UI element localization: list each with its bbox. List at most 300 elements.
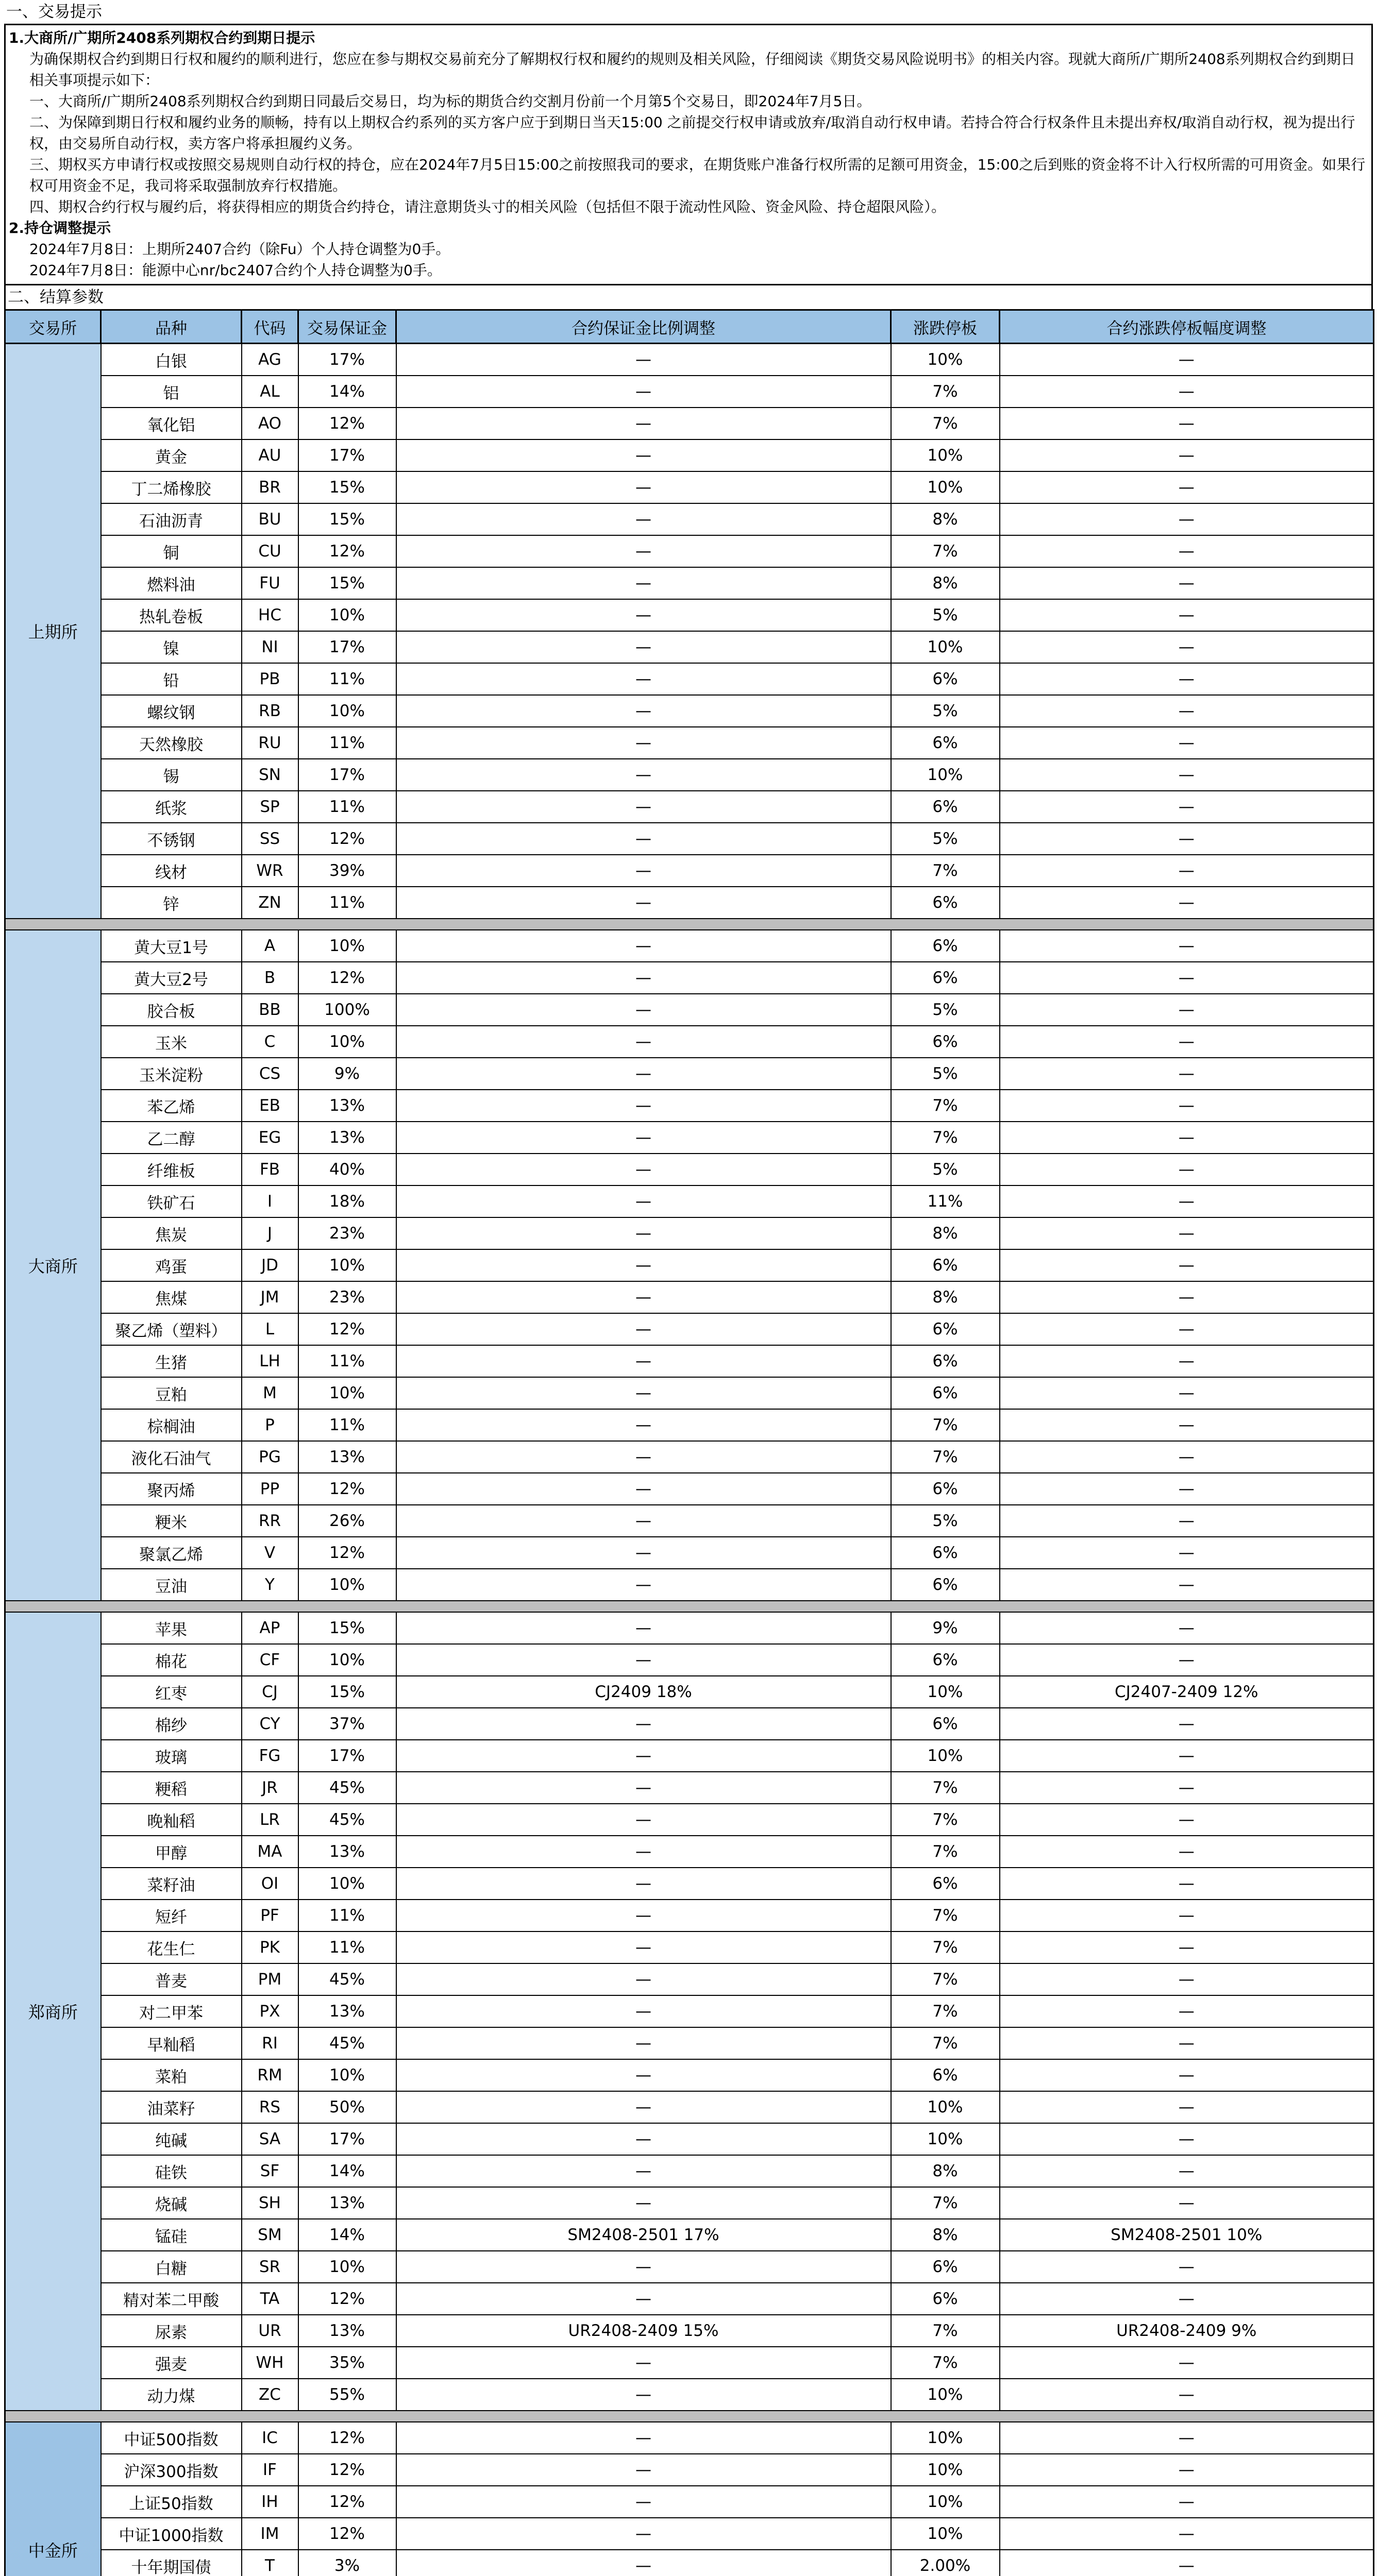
- margin-cell: 23%: [298, 1281, 396, 1313]
- product-cell: 氧化铝: [101, 408, 242, 439]
- table-row: [5, 2422, 1374, 2454]
- code-cell: SM: [242, 2219, 298, 2251]
- product-cell: 纤维板: [101, 1154, 242, 1185]
- margin-adjust-cell: —: [396, 1154, 891, 1185]
- limit-adjust-cell: —: [1000, 2486, 1374, 2518]
- table-row: [5, 2518, 1374, 2550]
- code-cell: LR: [242, 1804, 298, 1836]
- table-row: [5, 2123, 1374, 2155]
- product-cell: 强麦: [101, 2347, 242, 2379]
- limit-cell: 7%: [891, 2027, 1000, 2059]
- limit-adjust-cell: —: [1000, 1122, 1374, 1154]
- margin-adjust-cell: —: [396, 1612, 891, 1644]
- table-row: [5, 1963, 1374, 1995]
- margin-adjust-cell: —: [396, 503, 891, 535]
- limit-adjust-cell: —: [1000, 2454, 1374, 2486]
- code-cell: IM: [242, 2518, 298, 2550]
- limit-adjust-cell: —: [1000, 1612, 1374, 1644]
- limit-cell: 7%: [891, 1836, 1000, 1868]
- limit-cell: 6%: [891, 2059, 1000, 2091]
- margin-cell: 26%: [298, 1505, 396, 1537]
- code-cell: SS: [242, 823, 298, 855]
- group-separator: [5, 919, 1374, 930]
- margin-adjust-cell: —: [396, 1505, 891, 1537]
- limit-adjust-cell: —: [1000, 2091, 1374, 2123]
- product-cell: 十年期国债: [101, 2550, 242, 2576]
- code-cell: ZN: [242, 887, 298, 919]
- code-cell: UR: [242, 2315, 298, 2347]
- margin-cell: 11%: [298, 887, 396, 919]
- margin-cell: 40%: [298, 1154, 396, 1185]
- code-cell: CS: [242, 1058, 298, 1090]
- section-title-trading-tips: 一、交易提示: [6, 3, 102, 21]
- limit-adjust-cell: —: [1000, 344, 1374, 376]
- margin-adjust-cell: —: [396, 535, 891, 567]
- table-row: [5, 994, 1374, 1026]
- code-cell: CY: [242, 1708, 298, 1740]
- product-cell: 黄金: [101, 439, 242, 471]
- limit-cell: 8%: [891, 1281, 1000, 1313]
- margin-adjust-cell: —: [396, 1313, 891, 1345]
- code-cell: RM: [242, 2059, 298, 2091]
- limit-cell: 2.00%: [891, 2550, 1000, 2576]
- margin-cell: 35%: [298, 2347, 396, 2379]
- margin-adjust-cell: —: [396, 663, 891, 695]
- margin-adjust-cell: —: [396, 2486, 891, 2518]
- limit-adjust-cell: —: [1000, 823, 1374, 855]
- table-row: [5, 2187, 1374, 2219]
- product-cell: 沪深300指数: [101, 2454, 242, 2486]
- code-cell: Y: [242, 1569, 298, 1601]
- margin-cell: 14%: [298, 2155, 396, 2187]
- table-row: [5, 408, 1374, 439]
- limit-adjust-cell: —: [1000, 930, 1374, 962]
- margin-adjust-cell: —: [396, 1281, 891, 1313]
- code-cell: LH: [242, 1345, 298, 1377]
- limit-cell: 10%: [891, 2091, 1000, 2123]
- margin-adjust-cell: —: [396, 2550, 891, 2576]
- margin-adjust-cell: —: [396, 1473, 891, 1505]
- margin-cell: 18%: [298, 1185, 396, 1217]
- limit-cell: 5%: [891, 695, 1000, 727]
- code-cell: JD: [242, 1249, 298, 1281]
- limit-adjust-cell: —: [1000, 503, 1374, 535]
- column-header: 代码: [242, 310, 298, 344]
- code-cell: M: [242, 1377, 298, 1409]
- code-cell: C: [242, 1026, 298, 1058]
- table-row: [5, 1708, 1374, 1740]
- code-cell: SH: [242, 2187, 298, 2219]
- group-separator: [5, 1601, 1374, 1612]
- limit-cell: 7%: [891, 535, 1000, 567]
- code-cell: T: [242, 2550, 298, 2576]
- code-cell: RI: [242, 2027, 298, 2059]
- table-row: [5, 2486, 1374, 2518]
- margin-cell: 55%: [298, 2379, 396, 2411]
- table-row: [5, 376, 1374, 408]
- margin-cell: 14%: [298, 376, 396, 408]
- limit-adjust-cell: —: [1000, 791, 1374, 823]
- table-row: [5, 1569, 1374, 1601]
- margin-adjust-cell: —: [396, 855, 891, 887]
- table-row: [5, 503, 1374, 535]
- limit-cell: 6%: [891, 1569, 1000, 1601]
- limit-cell: 11%: [891, 1185, 1000, 1217]
- margin-cell: 12%: [298, 2283, 396, 2315]
- margin-cell: 15%: [298, 503, 396, 535]
- margin-adjust-cell: —: [396, 1804, 891, 1836]
- table-row: [5, 1441, 1374, 1473]
- product-cell: 上证50指数: [101, 2486, 242, 2518]
- limit-adjust-cell: —: [1000, 962, 1374, 994]
- margin-adjust-cell: —: [396, 2123, 891, 2155]
- product-cell: 乙二醇: [101, 1122, 242, 1154]
- settlement-table: [4, 309, 1374, 2576]
- margin-adjust-cell: UR2408-2409 15%: [396, 2315, 891, 2347]
- code-cell: AL: [242, 376, 298, 408]
- code-cell: P: [242, 1409, 298, 1441]
- table-row: [5, 599, 1374, 631]
- margin-adjust-cell: —: [396, 2155, 891, 2187]
- table-row: [5, 1409, 1374, 1441]
- product-cell: 铝: [101, 376, 242, 408]
- margin-adjust-cell: —: [396, 759, 891, 791]
- limit-cell: 6%: [891, 962, 1000, 994]
- margin-adjust-cell: —: [396, 1058, 891, 1090]
- table-row: [5, 1740, 1374, 1772]
- limit-adjust-cell: —: [1000, 2422, 1374, 2454]
- product-cell: 硅铁: [101, 2155, 242, 2187]
- limit-cell: 6%: [891, 930, 1000, 962]
- table-row: [5, 1931, 1374, 1963]
- notice-paragraph: 二、为保障到期日行权和履约业务的顺畅，持有以上期权合约系列的买方客户应于到期日当天15:00 之前提交行权申请或放弃/取消自动行权申请。若持合符合行权条件且未提出弃权/取消自动行权，视为提出行权，由交易所自动行权，卖方客户将承担履约义务。: [29, 114, 1355, 152]
- product-cell: 粳稻: [101, 1772, 242, 1804]
- limit-cell: 8%: [891, 2219, 1000, 2251]
- section-title-settlement: 二、结算参数: [4, 285, 1373, 309]
- margin-adjust-cell: —: [396, 1090, 891, 1122]
- exchange-cell: 中金所: [5, 2422, 101, 2576]
- table-header-row: [5, 310, 1374, 344]
- code-cell: SF: [242, 2155, 298, 2187]
- margin-cell: 15%: [298, 567, 396, 599]
- limit-cell: 10%: [891, 1676, 1000, 1708]
- margin-cell: 13%: [298, 1836, 396, 1868]
- margin-cell: 10%: [298, 1868, 396, 1900]
- limit-adjust-cell: —: [1000, 2059, 1374, 2091]
- table-row: [5, 535, 1374, 567]
- margin-cell: 11%: [298, 1345, 396, 1377]
- table-row: [5, 1836, 1374, 1868]
- margin-cell: 10%: [298, 695, 396, 727]
- limit-adjust-cell: —: [1000, 1473, 1374, 1505]
- product-cell: 镍: [101, 631, 242, 663]
- limit-cell: 7%: [891, 408, 1000, 439]
- margin-cell: 13%: [298, 1995, 396, 2027]
- limit-adjust-cell: —: [1000, 1995, 1374, 2027]
- product-cell: 苯乙烯: [101, 1090, 242, 1122]
- limit-cell: 5%: [891, 599, 1000, 631]
- limit-adjust-cell: —: [1000, 727, 1374, 759]
- margin-adjust-cell: —: [396, 1441, 891, 1473]
- column-header: 品种: [101, 310, 242, 344]
- limit-cell: 8%: [891, 1217, 1000, 1249]
- margin-adjust-cell: —: [396, 2454, 891, 2486]
- limit-cell: 6%: [891, 2283, 1000, 2315]
- limit-cell: 8%: [891, 503, 1000, 535]
- margin-cell: 45%: [298, 1963, 396, 1995]
- limit-adjust-cell: UR2408-2409 9%: [1000, 2315, 1374, 2347]
- limit-adjust-cell: —: [1000, 1345, 1374, 1377]
- table-row: [5, 1772, 1374, 1804]
- limit-adjust-cell: —: [1000, 695, 1374, 727]
- table-row: [5, 2059, 1374, 2091]
- table-row: [5, 887, 1374, 919]
- limit-cell: 6%: [891, 887, 1000, 919]
- limit-adjust-cell: —: [1000, 567, 1374, 599]
- margin-cell: 17%: [298, 439, 396, 471]
- notice-paragraph: 四、期权合约行权与履约后，将获得相应的期货合约持仓，请注意期货头寸的相关风险（包括但不限于流动性风险、资金风险、持仓超限风险）。: [29, 198, 946, 215]
- table-row: [5, 1900, 1374, 1931]
- table-row: [5, 695, 1374, 727]
- table-row: [5, 1995, 1374, 2027]
- code-cell: I: [242, 1185, 298, 1217]
- limit-cell: 6%: [891, 663, 1000, 695]
- table-row: [5, 663, 1374, 695]
- product-cell: 烧碱: [101, 2187, 242, 2219]
- code-cell: PF: [242, 1900, 298, 1931]
- margin-cell: 12%: [298, 1473, 396, 1505]
- margin-adjust-cell: —: [396, 1900, 891, 1931]
- product-cell: 不锈钢: [101, 823, 242, 855]
- code-cell: AG: [242, 344, 298, 376]
- table-body: [5, 344, 1374, 2576]
- limit-cell: 7%: [891, 1409, 1000, 1441]
- notice-paragraph: 2024年7月8日：能源中心nr/bc2407合约个人持仓调整为0手。: [29, 262, 442, 279]
- margin-adjust-cell: —: [396, 2251, 891, 2283]
- margin-cell: 12%: [298, 2486, 396, 2518]
- code-cell: IC: [242, 2422, 298, 2454]
- code-cell: FU: [242, 567, 298, 599]
- product-cell: 铁矿石: [101, 1185, 242, 1217]
- margin-cell: 12%: [298, 1313, 396, 1345]
- product-cell: 液化石油气: [101, 1441, 242, 1473]
- table-row: [5, 1345, 1374, 1377]
- code-cell: EG: [242, 1122, 298, 1154]
- product-cell: 锡: [101, 759, 242, 791]
- product-cell: 苹果: [101, 1612, 242, 1644]
- margin-adjust-cell: —: [396, 1026, 891, 1058]
- margin-adjust-cell: —: [396, 1122, 891, 1154]
- code-cell: FG: [242, 1740, 298, 1772]
- margin-cell: 14%: [298, 2219, 396, 2251]
- margin-adjust-cell: —: [396, 1995, 891, 2027]
- limit-cell: 7%: [891, 1900, 1000, 1931]
- limit-adjust-cell: —: [1000, 1644, 1374, 1676]
- limit-cell: 10%: [891, 759, 1000, 791]
- limit-cell: 6%: [891, 1026, 1000, 1058]
- notice-paragraph: 一、大商所/广期所2408系列期权合约到期日同最后交易日，均为标的期货合约交割月份前一个月第5个交易日，即2024年7月5日。: [29, 93, 871, 110]
- product-cell: 铅: [101, 663, 242, 695]
- product-cell: 红枣: [101, 1676, 242, 1708]
- limit-adjust-cell: —: [1000, 1154, 1374, 1185]
- margin-cell: 9%: [298, 1058, 396, 1090]
- notice-paragraph: 为确保期权合约到期日行权和履约的顺利进行，您应在参与期权交易前充分了解期权行权和履约的规则及相关风险，仔细阅读《期货交易风险说明书》的相关内容。现就大商所/广期所2408系列期权合约到期日相关事项提示如下：: [29, 50, 1355, 89]
- product-cell: 油菜籽: [101, 2091, 242, 2123]
- limit-cell: 10%: [891, 2486, 1000, 2518]
- margin-cell: 11%: [298, 791, 396, 823]
- margin-cell: 12%: [298, 2422, 396, 2454]
- limit-adjust-cell: —: [1000, 1217, 1374, 1249]
- margin-cell: 10%: [298, 1644, 396, 1676]
- limit-adjust-cell: —: [1000, 2251, 1374, 2283]
- limit-cell: 5%: [891, 994, 1000, 1026]
- margin-cell: 10%: [298, 1377, 396, 1409]
- code-cell: AU: [242, 439, 298, 471]
- margin-adjust-cell: —: [396, 2283, 891, 2315]
- product-cell: 菜粕: [101, 2059, 242, 2091]
- product-cell: 纸浆: [101, 791, 242, 823]
- limit-adjust-cell: —: [1000, 1868, 1374, 1900]
- margin-cell: 10%: [298, 930, 396, 962]
- code-cell: PG: [242, 1441, 298, 1473]
- margin-adjust-cell: —: [396, 1409, 891, 1441]
- code-cell: AO: [242, 408, 298, 439]
- product-cell: 玉米: [101, 1026, 242, 1058]
- margin-adjust-cell: —: [396, 471, 891, 503]
- product-cell: 焦炭: [101, 1217, 242, 1249]
- table-row: [5, 2379, 1374, 2411]
- margin-adjust-cell: —: [396, 791, 891, 823]
- limit-cell: 6%: [891, 1345, 1000, 1377]
- table-row: [5, 1537, 1374, 1569]
- spreadsheet: [4, 0, 1373, 2576]
- limit-adjust-cell: —: [1000, 1249, 1374, 1281]
- limit-cell: 6%: [891, 1377, 1000, 1409]
- code-cell: HC: [242, 599, 298, 631]
- limit-adjust-cell: —: [1000, 1963, 1374, 1995]
- product-cell: 锌: [101, 887, 242, 919]
- margin-cell: 39%: [298, 855, 396, 887]
- table-row: [5, 855, 1374, 887]
- table-row: [5, 2347, 1374, 2379]
- limit-adjust-cell: —: [1000, 1804, 1374, 1836]
- code-cell: SP: [242, 791, 298, 823]
- code-cell: TA: [242, 2283, 298, 2315]
- margin-adjust-cell: —: [396, 567, 891, 599]
- limit-cell: 6%: [891, 1537, 1000, 1569]
- limit-adjust-cell: —: [1000, 1931, 1374, 1963]
- limit-cell: 7%: [891, 1804, 1000, 1836]
- limit-adjust-cell: —: [1000, 1313, 1374, 1345]
- margin-cell: 13%: [298, 1122, 396, 1154]
- margin-adjust-cell: —: [396, 962, 891, 994]
- table-row: [5, 567, 1374, 599]
- code-cell: ZC: [242, 2379, 298, 2411]
- limit-cell: 6%: [891, 2251, 1000, 2283]
- limit-cell: 10%: [891, 1740, 1000, 1772]
- table-row: [5, 1612, 1374, 1644]
- table-row: [5, 2251, 1374, 2283]
- margin-cell: 10%: [298, 599, 396, 631]
- limit-cell: 10%: [891, 2123, 1000, 2155]
- margin-adjust-cell: —: [396, 1377, 891, 1409]
- margin-adjust-cell: —: [396, 2379, 891, 2411]
- limit-adjust-cell: —: [1000, 2027, 1374, 2059]
- margin-cell: 17%: [298, 1740, 396, 1772]
- table-row: [5, 1026, 1374, 1058]
- limit-cell: 6%: [891, 1644, 1000, 1676]
- table-row: [5, 2219, 1374, 2251]
- code-cell: IF: [242, 2454, 298, 2486]
- code-cell: JR: [242, 1772, 298, 1804]
- code-cell: SN: [242, 759, 298, 791]
- limit-adjust-cell: —: [1000, 1409, 1374, 1441]
- margin-cell: 13%: [298, 2315, 396, 2347]
- limit-adjust-cell: —: [1000, 1569, 1374, 1601]
- limit-adjust-cell: —: [1000, 1836, 1374, 1868]
- limit-cell: 10%: [891, 471, 1000, 503]
- limit-cell: 7%: [891, 1090, 1000, 1122]
- product-cell: 黄大豆2号: [101, 962, 242, 994]
- code-cell: RU: [242, 727, 298, 759]
- table-row: [5, 1281, 1374, 1313]
- limit-cell: 7%: [891, 1772, 1000, 1804]
- table-row: [5, 1505, 1374, 1537]
- code-cell: WR: [242, 855, 298, 887]
- product-cell: 铜: [101, 535, 242, 567]
- table-row: [5, 791, 1374, 823]
- limit-adjust-cell: CJ2407-2409 12%: [1000, 1676, 1374, 1708]
- limit-cell: 6%: [891, 1708, 1000, 1740]
- limit-adjust-cell: —: [1000, 1058, 1374, 1090]
- notice-paragraph: 三、期权买方申请行权或按照交易规则自动行权的持仓，应在2024年7月5日15:00之前按照我司的要求，在期货账户准备行权所需的足额可用资金，15:00之后到账的资金将不计入行权所需的可用资金。如果行权可用资金不足，我司将采取强制放弃行权措施。: [29, 156, 1366, 194]
- margin-adjust-cell: —: [396, 376, 891, 408]
- product-cell: 精对苯二甲酸: [101, 2283, 242, 2315]
- product-cell: 豆油: [101, 1569, 242, 1601]
- limit-adjust-cell: —: [1000, 1026, 1374, 1058]
- limit-cell: 7%: [891, 2187, 1000, 2219]
- limit-cell: 7%: [891, 1995, 1000, 2027]
- code-cell: JM: [242, 1281, 298, 1313]
- margin-adjust-cell: —: [396, 344, 891, 376]
- margin-adjust-cell: —: [396, 439, 891, 471]
- limit-cell: 9%: [891, 1612, 1000, 1644]
- limit-adjust-cell: —: [1000, 887, 1374, 919]
- margin-adjust-cell: —: [396, 1249, 891, 1281]
- margin-adjust-cell: —: [396, 887, 891, 919]
- limit-adjust-cell: —: [1000, 994, 1374, 1026]
- margin-cell: 23%: [298, 1217, 396, 1249]
- limit-adjust-cell: —: [1000, 1441, 1374, 1473]
- table-row: [5, 2155, 1374, 2187]
- limit-adjust-cell: —: [1000, 1740, 1374, 1772]
- margin-adjust-cell: —: [396, 994, 891, 1026]
- code-cell: EB: [242, 1090, 298, 1122]
- notice-box: [4, 24, 1373, 285]
- table-row: [5, 1249, 1374, 1281]
- limit-adjust-cell: —: [1000, 631, 1374, 663]
- product-cell: 中证500指数: [101, 2422, 242, 2454]
- table-row: [5, 439, 1374, 471]
- margin-adjust-cell: —: [396, 930, 891, 962]
- product-cell: 甲醇: [101, 1836, 242, 1868]
- limit-cell: 10%: [891, 2454, 1000, 2486]
- product-cell: 丁二烯橡胶: [101, 471, 242, 503]
- limit-cell: 10%: [891, 2422, 1000, 2454]
- margin-adjust-cell: —: [396, 599, 891, 631]
- product-cell: 螺纹钢: [101, 695, 242, 727]
- table-row: [5, 1313, 1374, 1345]
